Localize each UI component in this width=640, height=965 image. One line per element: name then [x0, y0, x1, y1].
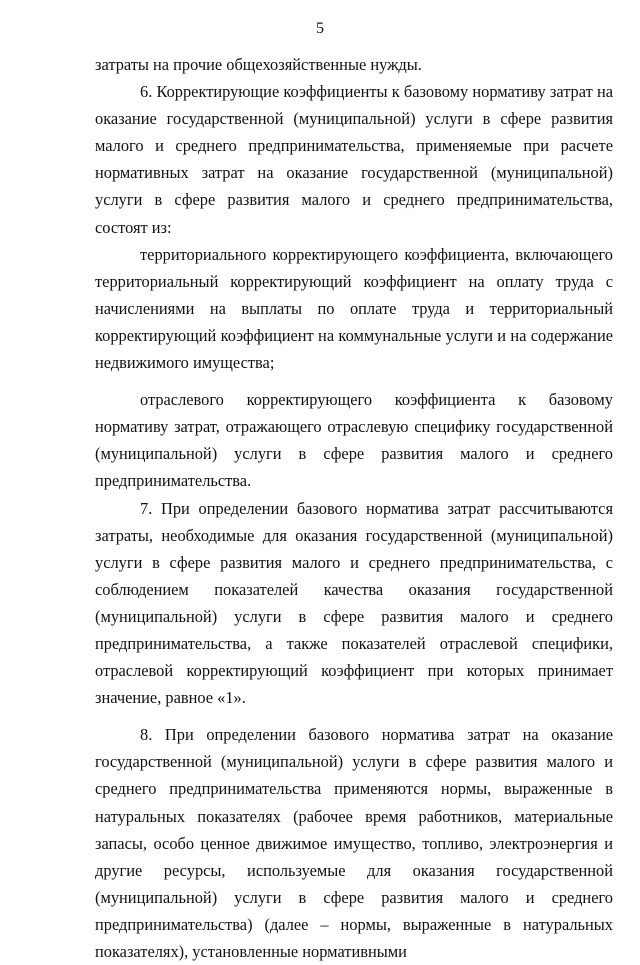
paragraph-territorial-coefficient: территориального корректирующего коэффициента, включающего территориальный корректирующий коэффициент на оплату труда с начислениями на выплаты по оплате труда и территориальный корректирующий коэффициент на коммунальные услуги и на содержание недвижимого имущества;: [95, 244, 613, 373]
paragraph-8-natural-norms: 8. При определении базового норматива затрат на оказание государственной (муниципальной) услуги в сфере развития малого и среднего предпринимательства применяются нормы, выраженные в натуральных показателях (рабочее время работников, материальные запасы, особо ценное движимое имущество, топливо, электроэнергия и другие ресурсы, используемые для оказания государственной (муниципальной) услуги в сфере развития малого и среднего предпринимательства) (далее – нормы, выраженные в натуральных показателях), установленные нормативными: [95, 725, 613, 961]
paragraph-7-base-norm: 7. При определении базового норматива затрат рассчитываются затраты, необходимые для оказания государственной (муниципальной) услуги в сфере развития малого и среднего предпринимательства, с соблюдением показателей качества оказания государственной (муниципальной) услуги в сфере развития малого и среднего предпринимательства, а также показателей отраслевой специфики, отраслевой корректирующий коэффициент при которых принимает значение, равное «1».: [95, 498, 613, 708]
page-number: 5: [316, 20, 324, 37]
document-body: [95, 51, 613, 965]
paragraph-sectoral-coefficient: отраслевого корректирующего коэффициента к базовому нормативу затрат, отражающего отраслевую специфику государственной (муниципальной) услуги в сфере развития малого и среднего предпринимательства.: [95, 390, 613, 491]
paragraph-6-correction-coefficients: 6. Корректирующие коэффициенты к базовому нормативу затрат на оказание государственной (муниципальной) услуги в сфере развития малого и среднего предпринимательства, применяемые при расчете нормативных затрат на оказание государственной (муниципальной) услуги в сфере развития малого и среднего предпринимательства, состоят из:: [95, 82, 613, 237]
paragraph-overhead-costs: затраты на прочие общехозяйственные нужды.: [95, 55, 422, 74]
